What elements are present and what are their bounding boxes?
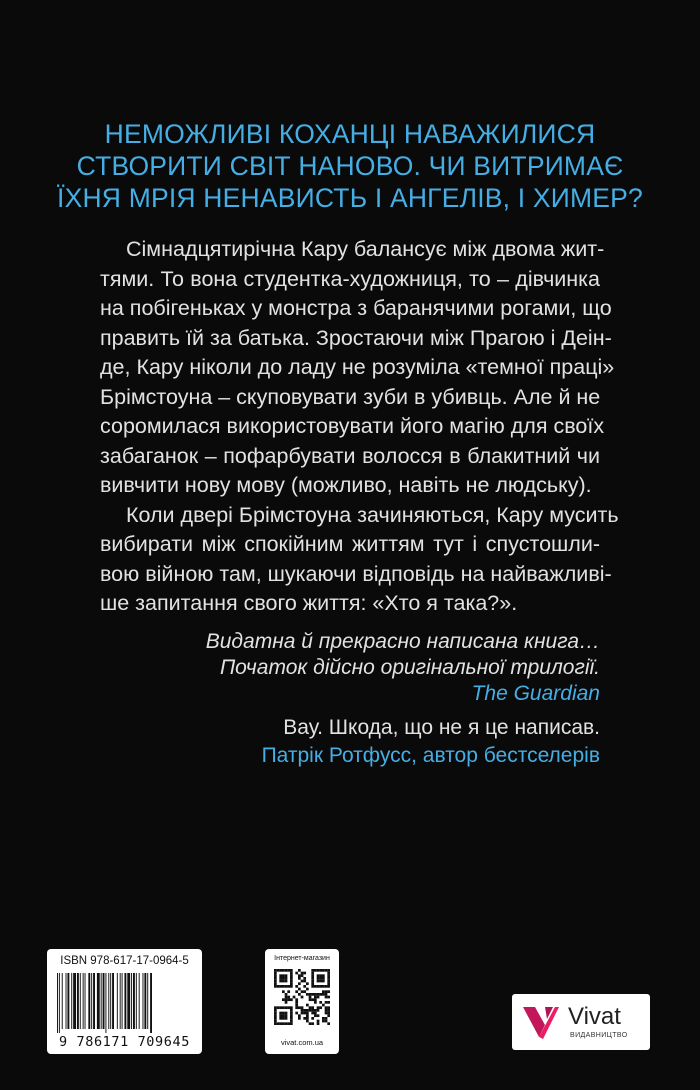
qr-module (314, 1001, 317, 1004)
barcode-bar (124, 973, 126, 1029)
qr-module (306, 988, 309, 991)
qr-module (290, 972, 293, 975)
qr-module (311, 998, 314, 1001)
barcode-bar (66, 973, 67, 1029)
qr-module (311, 1022, 314, 1025)
qr-module (290, 1022, 293, 1025)
barcode-bar (59, 973, 60, 1033)
qr-module (317, 996, 320, 999)
quote-line: Видатна й прекрасно написана книга… (205, 630, 600, 653)
quote-line: Початок дійсно оригінальної трилогії. (219, 656, 600, 679)
qr-module (290, 1014, 293, 1017)
qr-module (282, 985, 285, 988)
qr-module (327, 1009, 330, 1012)
qr-module (327, 1022, 330, 1025)
qr-module (322, 985, 325, 988)
barcode-bar (91, 973, 92, 1029)
quote-source: Патрік Ротфусс, автор бестселерів (261, 744, 600, 767)
qr-module (295, 990, 298, 993)
barcode-bar (88, 973, 90, 1029)
qr-module (319, 1001, 322, 1004)
barcode-bar (80, 973, 81, 1029)
qr-module (285, 985, 288, 988)
qr-module (311, 1012, 314, 1015)
barcode-bar (139, 973, 140, 1029)
qr-module (295, 985, 298, 988)
qr-module (306, 982, 309, 985)
qr-module (319, 985, 322, 988)
publisher-subtitle: ВИДАВНИЦТВО (570, 1032, 628, 1039)
synopsis-line: де, Кару ніколи до ладу не розуміла «темної праці» (100, 355, 615, 379)
qr-module (274, 1022, 277, 1025)
synopsis-line: Сімнадцятирічна Кару балансує між двома жит- (126, 237, 605, 261)
qr-module (282, 980, 285, 983)
headline (40, 118, 660, 214)
qr-module (274, 1012, 277, 1015)
qr-module (322, 969, 325, 972)
qr-module (306, 1020, 309, 1023)
qr-module (303, 990, 306, 993)
qr-module (290, 982, 293, 985)
qr-module (303, 977, 306, 980)
qr-module (309, 998, 312, 1001)
synopsis (100, 235, 619, 619)
qr-module (295, 998, 298, 1001)
barcode-bar (57, 973, 58, 1033)
publisher-logo (512, 994, 650, 1050)
qr-module (282, 998, 285, 1001)
qr-module (279, 985, 282, 988)
qr-module (285, 1014, 288, 1017)
qr-module (314, 998, 317, 1001)
qr-module (319, 980, 322, 983)
qr-module (319, 977, 322, 980)
synopsis-paragraph (100, 501, 619, 619)
qr-module (303, 1012, 306, 1015)
qr-module (327, 972, 330, 975)
qr-module (319, 974, 322, 977)
qr-module (325, 985, 328, 988)
qr-module (311, 993, 314, 996)
qr-module (279, 1022, 282, 1025)
qr-module (301, 980, 304, 983)
qr-module (327, 974, 330, 977)
qr-module (274, 985, 277, 988)
qr-module (277, 985, 280, 988)
qr-module (301, 1009, 304, 1012)
qr-code-icon (274, 969, 330, 1025)
qr-module (327, 977, 330, 980)
qr-module (279, 977, 282, 980)
qr-module (290, 985, 293, 988)
qr-module (287, 985, 290, 988)
qr-module (285, 1017, 288, 1020)
headline-line: СТВОРИТИ СВІТ НАНОВО. ЧИ ВИТРИМАЄ (76, 151, 624, 181)
qr-module (322, 1004, 325, 1007)
qr-module (303, 972, 306, 975)
qr-module (317, 977, 320, 980)
qr-module (327, 1001, 330, 1004)
qr-module (314, 996, 317, 999)
qr-module (322, 980, 325, 983)
barcode-bar (97, 973, 100, 1029)
qr-module (295, 1006, 298, 1009)
barcode-bar (105, 973, 106, 1033)
qr-module (290, 969, 293, 972)
qr-module (290, 980, 293, 983)
qr-module (317, 1006, 320, 1009)
qr-module (319, 969, 322, 972)
qr-module (274, 969, 277, 972)
qr-module (317, 974, 320, 977)
qr-module (285, 974, 288, 977)
isbn-barcode (47, 949, 202, 1054)
qr-module (325, 1017, 328, 1020)
qr-module (290, 1020, 293, 1023)
synopsis-line: тями. То вона студентка-художниця, то – дівчинка (100, 266, 600, 291)
qr-module (285, 977, 288, 980)
qr-module (279, 1017, 282, 1020)
qr-module (285, 1022, 288, 1025)
synopsis-line: вибирати між спокійним життям тут і спустошли- (100, 532, 600, 556)
qr-module (317, 1009, 320, 1012)
qr-module (298, 974, 301, 977)
publisher-name: Vivat (568, 1003, 621, 1030)
qr-module (277, 1006, 280, 1009)
review-quote-rothfuss (100, 714, 600, 770)
qr-module (287, 1006, 290, 1009)
qr-module (327, 990, 330, 993)
qr-module (317, 1022, 320, 1025)
barcode-bar (131, 973, 132, 1029)
qr-module (298, 993, 301, 996)
qr-module (314, 985, 317, 988)
qr-module (322, 1020, 325, 1023)
qr-module (301, 974, 304, 977)
qr-module (311, 982, 314, 985)
barcode-bar (103, 973, 105, 1029)
barcode-bar (120, 973, 121, 1029)
qr-module (306, 1004, 309, 1007)
qr-block (265, 949, 339, 1054)
qr-module (325, 1009, 328, 1012)
qr-module (295, 1004, 298, 1007)
qr-module (311, 1006, 314, 1009)
qr-module (325, 1006, 328, 1009)
qr-module (319, 993, 322, 996)
qr-module (298, 977, 301, 980)
qr-module (279, 1014, 282, 1017)
qr-module (325, 969, 328, 972)
qr-module (311, 972, 314, 975)
qr-module (293, 996, 296, 999)
qr-module (282, 1022, 285, 1025)
barcode-bar (136, 973, 137, 1029)
qr-module (282, 1017, 285, 1020)
barcode-bar (112, 973, 114, 1029)
qr-module (309, 1022, 312, 1025)
qr-module (285, 993, 288, 996)
barcode-bar (83, 973, 84, 1029)
barcode-bar (67, 973, 69, 1029)
qr-module (309, 1009, 312, 1012)
qr-module (282, 1006, 285, 1009)
qr-module (317, 993, 320, 996)
qr-module (301, 1012, 304, 1015)
qr-module (290, 998, 293, 1001)
qr-module (317, 1014, 320, 1017)
qr-module (317, 969, 320, 972)
quote-line: Вау. Шкода, що не я це написав. (283, 716, 600, 739)
qr-module (287, 996, 290, 999)
qr-module (282, 990, 285, 993)
qr-module (306, 1012, 309, 1015)
qr-url: vivat.com.ua (280, 1038, 324, 1047)
qr-module (298, 1014, 301, 1017)
qr-module (327, 996, 330, 999)
qr-module (303, 980, 306, 983)
qr-module (301, 972, 304, 975)
qr-module (301, 990, 304, 993)
qr-module (327, 1014, 330, 1017)
qr-module (279, 969, 282, 972)
synopsis-line: соромилася використовувати його магію для своїх (100, 414, 605, 438)
synopsis-line: ше запитання свого життя: «Хто я така?». (100, 591, 518, 615)
qr-module (274, 1017, 277, 1020)
qr-module (314, 1009, 317, 1012)
qr-module (325, 996, 328, 999)
qr-module (287, 990, 290, 993)
qr-module (322, 977, 325, 980)
qr-module (298, 982, 301, 985)
qr-module (298, 988, 301, 991)
barcode-bar (144, 973, 146, 1029)
quote-source: The Guardian (471, 682, 600, 705)
review-quote-guardian (100, 629, 600, 707)
qr-module (325, 1012, 328, 1015)
qr-module (303, 985, 306, 988)
qr-module (277, 969, 280, 972)
qr-module (309, 996, 312, 999)
qr-module (285, 969, 288, 972)
qr-module (285, 1006, 288, 1009)
synopsis-line: вою війною там, шукаючи відповідь на найважливі- (100, 561, 612, 586)
qr-module (322, 990, 325, 993)
barcode-digits: 9 786171 709645 (59, 1034, 190, 1050)
vivat-logo-icon (521, 1003, 561, 1041)
qr-module (274, 982, 277, 985)
headline-line: ЇХНЯ МРІЯ НЕНАВИСТЬ І АНГЕЛІВ, І ХИМЕР? (57, 183, 643, 213)
qr-module (290, 1006, 293, 1009)
qr-module (327, 985, 330, 988)
qr-module (322, 993, 325, 996)
qr-module (306, 1014, 309, 1017)
qr-module (279, 980, 282, 983)
barcode-bar (108, 973, 109, 1029)
qr-module (287, 998, 290, 1001)
qr-module (301, 996, 304, 999)
barcode-bar (62, 973, 63, 1029)
qr-module (290, 1012, 293, 1015)
qr-module (277, 1022, 280, 1025)
qr-module (285, 1012, 288, 1015)
qr-module (274, 974, 277, 977)
synopsis-line: на побігеньках у монстра з баранячими рогами, що (100, 296, 612, 320)
qr-module (306, 1017, 309, 1020)
qr-module (290, 1017, 293, 1020)
qr-module (325, 993, 328, 996)
barcode-bar (93, 973, 95, 1029)
qr-module (309, 1006, 312, 1009)
qr-module (301, 1006, 304, 1009)
qr-module (282, 977, 285, 980)
barcode-bar (73, 973, 76, 1029)
qr-module (314, 969, 317, 972)
qr-module (325, 1020, 328, 1023)
qr-module (322, 974, 325, 977)
qr-module (282, 1012, 285, 1015)
qr-module (322, 1017, 325, 1020)
qr-module (327, 982, 330, 985)
synopsis-line: Коли двері Брімстоуна зачиняються, Кару мусить (126, 502, 619, 527)
qr-module (311, 974, 314, 977)
qr-module (314, 1014, 317, 1017)
qr-module (274, 1006, 277, 1009)
qr-module (317, 980, 320, 983)
qr-module (285, 1001, 288, 1004)
barcode-bar (101, 973, 102, 1029)
barcode-bar (110, 973, 111, 1029)
qr-module (306, 1009, 309, 1012)
qr-module (311, 985, 314, 988)
qr-module (282, 974, 285, 977)
qr-module (279, 1012, 282, 1015)
qr-module (282, 969, 285, 972)
barcode-bar (117, 973, 118, 1029)
qr-module (295, 1012, 298, 1015)
qr-module (295, 1001, 298, 1004)
barcode-bar (143, 973, 144, 1029)
qr-module (314, 993, 317, 996)
synopsis-line: Брімстоуна – скуповувати зуби в убивць. Але й не (100, 384, 601, 409)
synopsis-line: править їй за батька. Зростаючи між Прагою і Деін- (100, 325, 612, 350)
qr-module (327, 1012, 330, 1015)
qr-module (327, 1006, 330, 1009)
qr-module (303, 1009, 306, 1012)
qr-module (327, 980, 330, 983)
qr-module (282, 1014, 285, 1017)
qr-module (285, 980, 288, 983)
barcode-bar (122, 973, 123, 1029)
qr-module (295, 972, 298, 975)
qr-module (325, 990, 328, 993)
synopsis-line: вивчити нову мову (можливо, навіть не людську). (100, 473, 592, 497)
qr-module (311, 977, 314, 980)
qr-module (298, 1006, 301, 1009)
synopsis-line: забаганок – пофарбувати волосся в блакитний чи (100, 443, 600, 468)
qr-module (311, 980, 314, 983)
qr-module (298, 1017, 301, 1020)
qr-module (287, 969, 290, 972)
qr-module (279, 974, 282, 977)
qr-module (279, 1006, 282, 1009)
synopsis-paragraph (100, 235, 615, 501)
qr-module (306, 993, 309, 996)
barcode-icon (55, 973, 194, 1033)
barcode-bar (71, 973, 72, 1029)
headline-line: НЕМОЖЛИВІ КОХАНЦІ НАВАЖИЛИСЯ (104, 119, 596, 149)
qr-module (298, 969, 301, 972)
qr-module (325, 1001, 328, 1004)
qr-module (317, 985, 320, 988)
qr-module (314, 1012, 317, 1015)
qr-module (327, 969, 330, 972)
qr-module (285, 998, 288, 1001)
qr-module (274, 977, 277, 980)
qr-module (274, 1009, 277, 1012)
barcode-bar (147, 973, 148, 1029)
qr-module (317, 1020, 320, 1023)
qr-caption: Інтернет-магазин (274, 955, 330, 962)
qr-module (319, 1006, 322, 1009)
qr-module (303, 1017, 306, 1020)
qr-module (274, 1014, 277, 1017)
qr-module (287, 1022, 290, 1025)
isbn-label: ISBN 978-617-17-0964-5 (60, 955, 189, 967)
barcode-bar (150, 973, 152, 1033)
qr-module (274, 972, 277, 975)
qr-module (311, 969, 314, 972)
qr-module (290, 1009, 293, 1012)
barcode-bar (127, 973, 130, 1029)
barcode-bar (77, 973, 79, 1029)
qr-module (290, 977, 293, 980)
qr-module (285, 996, 288, 999)
qr-module (274, 980, 277, 983)
qr-module (309, 993, 312, 996)
qr-module (290, 974, 293, 977)
qr-module (311, 1017, 314, 1020)
barcode-bar (85, 973, 86, 1029)
barcode-bar (133, 973, 135, 1029)
qr-module (274, 1020, 277, 1023)
qr-module (311, 1009, 314, 1012)
